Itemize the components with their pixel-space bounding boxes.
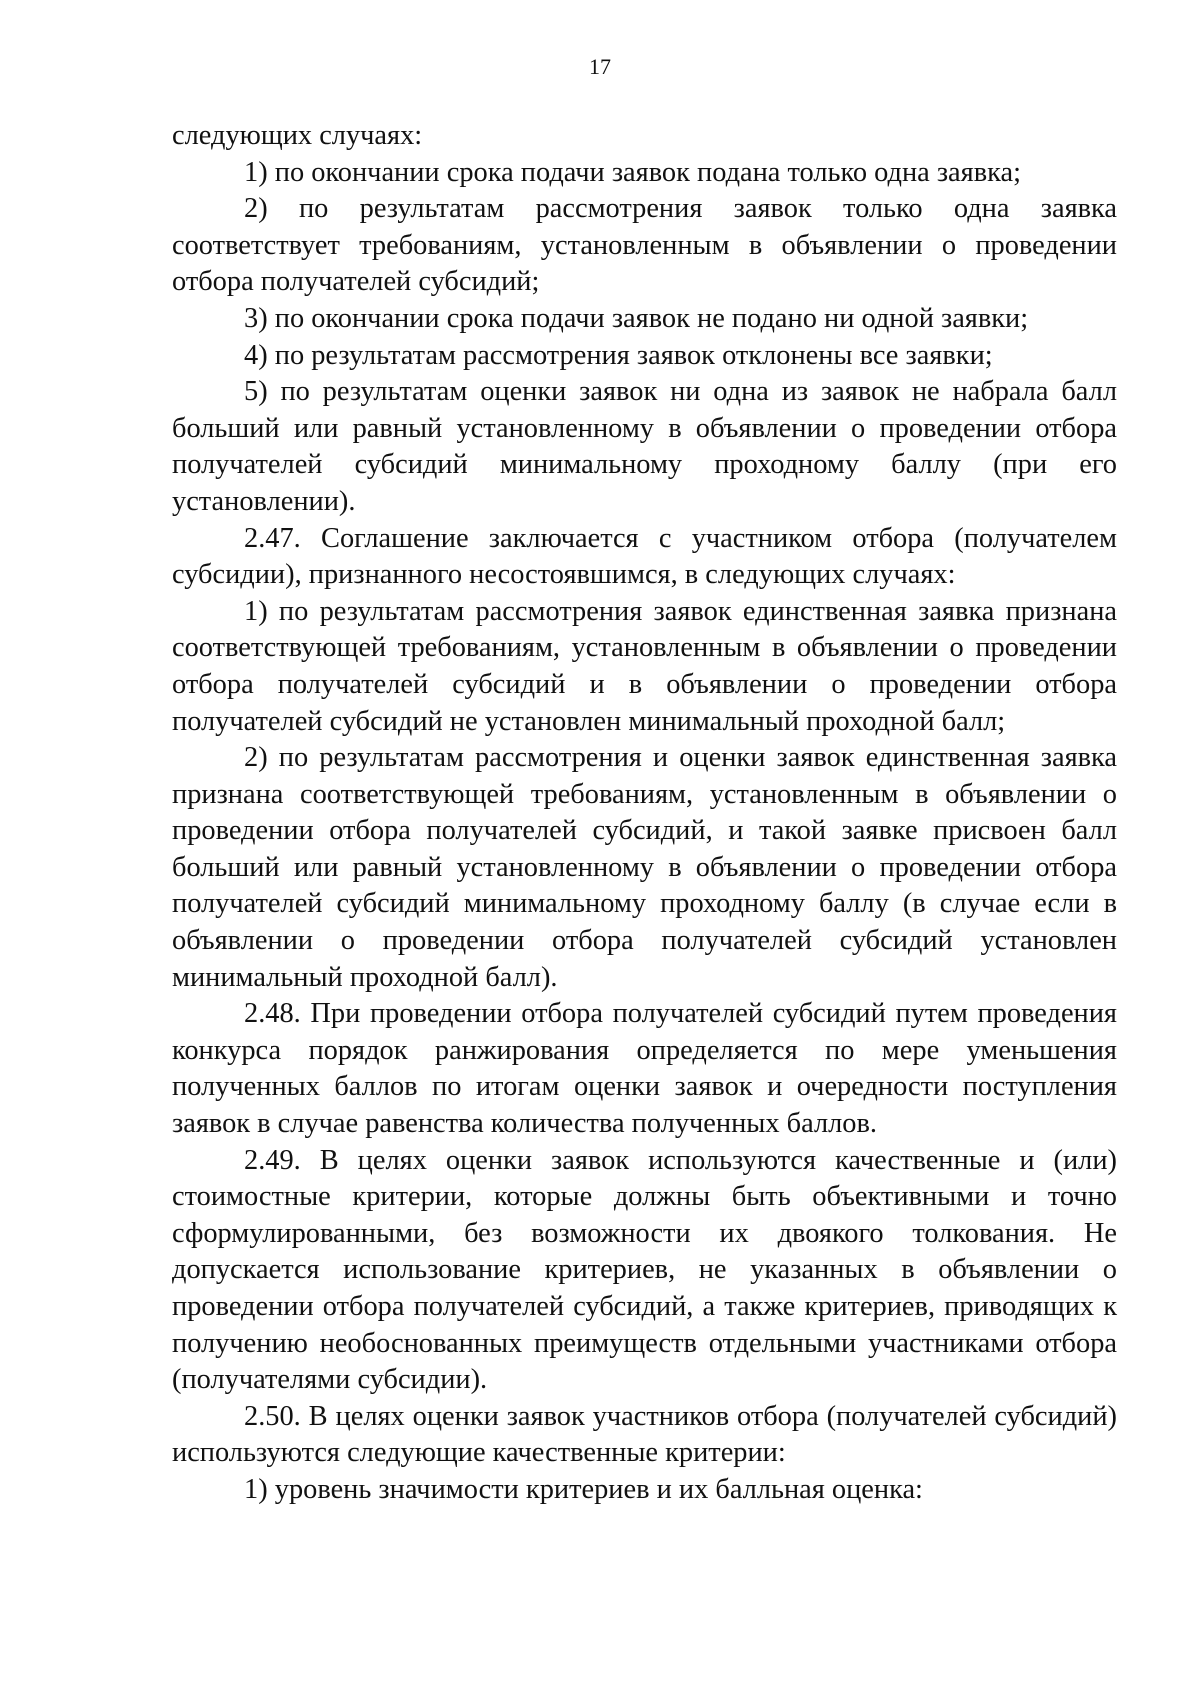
document-body bbox=[172, 118, 1117, 1509]
list-item-single-application: 1) по окончании срока подачи заявок подана только одна заявка; bbox=[244, 156, 1021, 188]
list-item-all-rejected: 4) по результатам рассмотрения заявок отклонены все заявки; bbox=[244, 339, 993, 371]
list-item-single-compliant: 2) по результатам рассмотрения заявок только одна заявка соответствует требованиям, установленным в объявлении о проведении отбора получателей субсидий; bbox=[172, 193, 1117, 298]
clause-2-47: 2.47. Соглашение заключается с участником отбора (получателем субсидии), признанного несостоявшимся, в следующих случаях: bbox=[172, 522, 1117, 591]
list-item-no-minimum-score: 5) по результатам оценки заявок ни одна из заявок не набрала балл больший или равный установленному в объявлении о проведении отбора получателей субсидий минимальному проходному баллу (при его установлении). bbox=[172, 376, 1117, 517]
clause-2-48: 2.48. При проведении отбора получателей субсидий путем проведения конкурса порядок ранжирования определяется по мере уменьшения полученных баллов по итогам оценки заявок и очередности поступления заявок в случае равенства количества полученных баллов. bbox=[172, 998, 1117, 1140]
paragraph-continuation: следующих случаях: bbox=[172, 120, 423, 151]
clause-2-47-item-2: 2) по результатам рассмотрения и оценки заявок единственная заявка признана соответствующей требованиям, установленным в объявлении о проведении отбора получателей субсидий, и такой заявке присвоен балл больший или равный установленному в объявлении о проведении отбора получателей субсидий минимальному проходному баллу (в случае если в объявлении о проведении отбора получателей субсидий установлен минимальный проходной балл). bbox=[172, 742, 1117, 993]
page-number: 17 bbox=[589, 54, 611, 79]
clause-2-50: 2.50. В целях оценки заявок участников отбора (получателей субсидий) используются следующие качественные критерии: bbox=[172, 1400, 1117, 1469]
clause-2-47-item-1: 1) по результатам рассмотрения заявок единственная заявка признана соответствующей требованиям, установленным в объявлении о проведении отбора получателей субсидий и в объявлении о проведении отбора получателей субсидий не установлен минимальный проходной балл; bbox=[172, 595, 1117, 737]
clause-2-49: 2.49. В целях оценки заявок используются качественные и (или) стоимостные критерии, которые должны быть объективными и точно сформулированными, без возможности их двоякого толкования. Не допускается использование критериев, не указанных в объявлении о проведении отбора получателей субсидий, а также критериев, приводящих к получению необоснованных преимуществ отдельными участниками отбора (получателями субсидии). bbox=[172, 1144, 1117, 1396]
clause-2-50-item-1: 1) уровень значимости критериев и их балльная оценка: bbox=[244, 1473, 923, 1505]
list-item-no-applications: 3) по окончании срока подачи заявок не подано ни одной заявки; bbox=[244, 302, 1029, 334]
